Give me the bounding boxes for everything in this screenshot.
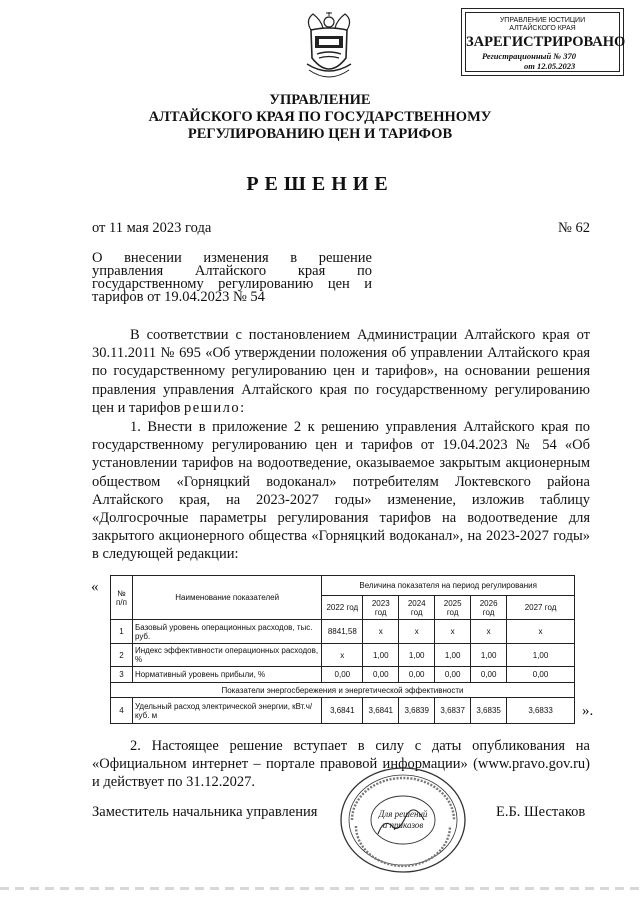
cell-value: 1,00	[363, 644, 399, 667]
header-year: 2024 год	[399, 596, 435, 620]
cell-value: 3,6833	[507, 698, 575, 724]
header-year: 2026 год	[471, 596, 507, 620]
cell-value: 1,00	[399, 644, 435, 667]
cell-value: х	[399, 620, 435, 644]
cell-value: 1,00	[471, 644, 507, 667]
stamp-status: ЗАРЕГИСТРИРОВАНО	[466, 34, 626, 50]
header-year: 2025 год	[435, 596, 471, 620]
header-indicator-name: Наименование показателей	[132, 576, 321, 620]
org-name-line-1: УПРАВЛЕНИЕ	[269, 92, 371, 108]
document-subject	[92, 252, 372, 304]
subject-line-4: тарифов от 19.04.2023 № 54	[92, 289, 265, 305]
cell-row-number: 4	[111, 698, 133, 724]
header-year: 2023 год	[363, 596, 399, 620]
official-seal	[338, 764, 468, 876]
cell-value: 3,6841	[363, 698, 399, 724]
cell-value: х	[507, 620, 575, 644]
cell-value: х	[435, 620, 471, 644]
table-section-row	[111, 683, 575, 698]
header-year: 2022 год	[322, 596, 363, 620]
cell-row-number: 1	[111, 620, 133, 644]
table-row	[111, 698, 575, 724]
stamp-line-2: АЛТАЙСКОГО КРАЯ	[509, 25, 576, 32]
cell-indicator: Индекс эффективности операционных расходов, %	[132, 644, 321, 667]
tariff-parameters-table	[110, 575, 575, 724]
cell-indicator: Удельный расход электрической энергии, кВт.ч/куб. м	[132, 698, 321, 724]
org-name-line-2: АЛТАЙСКОГО КРАЯ ПО ГОСУДАРСТВЕННОМУ	[148, 109, 492, 125]
scan-artifact	[0, 887, 640, 890]
cell-value: 3,6837	[435, 698, 471, 724]
cell-indicator: Базовый уровень операционных расходов, тыс. руб.	[132, 620, 321, 644]
table-close-quote: ».	[582, 703, 594, 719]
cell-row-number: 3	[111, 667, 133, 683]
cell-value: 0,00	[322, 667, 363, 683]
cell-value: х	[322, 644, 363, 667]
subject-line-3: государственному регулированию цен и	[92, 276, 372, 292]
cell-value: 1,00	[507, 644, 575, 667]
cell-value: 0,00	[471, 667, 507, 683]
seal-center-line-2: и приказов	[382, 820, 424, 830]
subject-line-1: О внесении изменения в решение	[92, 250, 372, 266]
table-row	[111, 620, 575, 644]
cell-value: 3,6835	[471, 698, 507, 724]
paragraph-preamble: В соответствии с постановлением Администрации Алтайского края от 30.11.2011 № 695 «Об утверждении положения об управлении Алтайского края по государственному регулированию цен и тарифов», на основании решения правления управления Алтайского края по государственному регулированию цен и тарифов решило:	[92, 327, 590, 416]
paragraph-item-1	[92, 418, 590, 564]
table-row	[111, 644, 575, 667]
stamp-reg-date: от 12.05.2023	[524, 61, 576, 71]
table-open-quote: «	[91, 579, 99, 595]
cell-value: 0,00	[363, 667, 399, 683]
cell-value: х	[363, 620, 399, 644]
org-name-line-3: РЕГУЛИРОВАНИЮ ЦЕН И ТАРИФОВ	[187, 126, 453, 142]
preamble-resolved: решило	[184, 399, 241, 416]
cell-value: 0,00	[435, 667, 471, 683]
item-1-text: 1. Внести в приложение 2 к решению управления Алтайского края по государственному регулированию цен и тарифов от 19.04.2023 № 54 «Об установлении тарифов на водоотведение, оказываемое закрытым акционерным обществом «Горняцкий водоканал» потребителям Локтевского района Алтайского края, на 2023-2027 годы» изменение, изложив таблицу «Долгосрочные параметры регулирования тарифов на водоотведение для закрытого акционерного общества «Горняцкий водоканал», на 2023-2027 годы» в следующей редакции:	[92, 419, 590, 563]
cell-value: 3,6841	[322, 698, 363, 724]
document-number: № 62	[558, 220, 590, 236]
registration-stamp	[461, 8, 624, 76]
cell-value: 0,00	[507, 667, 575, 683]
stamp-reg-number: Регистрационный № 370	[482, 51, 576, 61]
cell-row-number: 2	[111, 644, 133, 667]
cell-indicator: Нормативный уровень прибыли, %	[132, 667, 321, 683]
header-year: 2027 год	[507, 596, 575, 620]
cell-value: 1,00	[435, 644, 471, 667]
preamble-text: В соответствии с постановлением Администрации Алтайского края от 30.11.2011 № 695 «Об утверждении положения об управлении Алтайского края по государственному регулированию цен и тарифов», на основании решения правления управления Алтайского края по государственному регулированию цен и тарифов	[92, 327, 590, 416]
cell-value: х	[471, 620, 507, 644]
stamp-line-1: УПРАВЛЕНИЕ ЮСТИЦИИ	[499, 17, 586, 24]
header-period: Величина показателя на период регулирования	[322, 576, 575, 596]
coat-of-arms-emblem	[303, 8, 355, 84]
header-row-number: № п/п	[111, 576, 133, 620]
table-row	[111, 667, 575, 683]
section-heading: Показатели энергосбережения и энергетической эффективности	[111, 683, 575, 698]
cell-value: 0,00	[399, 667, 435, 683]
document-date: от 11 мая 2023 года	[92, 220, 212, 236]
signatory-name: Е.Б. Шестаков	[496, 804, 586, 820]
cell-value: 3,6839	[399, 698, 435, 724]
cell-value: 8841,58	[322, 620, 363, 644]
document-title: РЕШЕНИЕ	[246, 173, 394, 195]
subject-line-2: управления Алтайского края по	[92, 263, 372, 279]
seal-center-line-1: Для решений	[378, 809, 428, 819]
item-2-text: 2. Настоящее решение вступает в силу с даты опубликования на «Официальном интернет – портале правовой информации» (www.pravo.gov.ru) и действует по 31.12.2027.	[92, 738, 590, 791]
signatory-position: Заместитель начальника управления	[92, 804, 318, 820]
